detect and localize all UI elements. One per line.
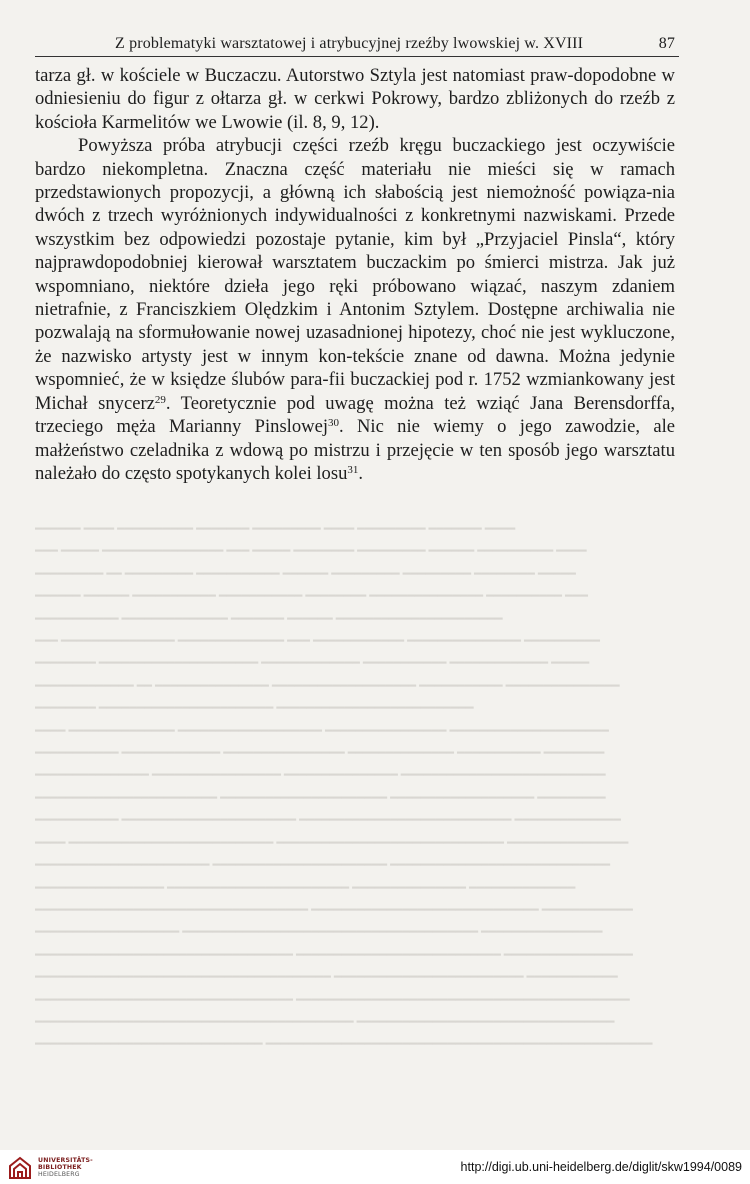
logo-line-3: HEIDELBERG	[38, 1170, 80, 1178]
permalink-url[interactable]: http://digi.ub.uni-heidelberg.de/diglit/skw1994/0089	[460, 1160, 742, 1174]
running-header	[35, 34, 679, 57]
paragraph-text: Powyższa próba atrybucji części rzeźb kręgu buczackiego jest oczywiście bardzo niekompletna. Znaczna część materiału nie mieści się w ramach przedstawionych propozycji, a główną ich słabością jest niemożność powiąza-nia dwóch z trzech wyróżnionych indywidualności z konkretnymi nazwiskami. Przede wszystkim bez odpowiedzi pozostaje pytanie, kim był „Przyjaciel Pinsla“, który najprawdopodobniej kierował warsztatem buczackim po śmierci mistrza. Jak już wspomniano, niektóre dzieła jego ręki próbowano wiązać, naszym zdaniem nietrafnie, z Franciszkiem Olędzkim i Antonim Sztylem. Dostępne archiwalia nie pozwalają na sformułowanie nowej uzasadnionej hipotezy, choć nie jest wykluczone, że nazwisko artysty jest w innym kon-tekście znane od dawna. Można jedynie wspomnieć, że w księdze ślubów para-fii buczackiej pod r. 1752 wzmiankowany jest Michał snycerz	[35, 135, 675, 414]
paragraph-text: .	[358, 462, 364, 484]
page-number: 87	[658, 35, 675, 52]
logo-line-2: BIBLIOTHEK	[38, 1163, 82, 1171]
footnote-marker[interactable]: 29	[154, 393, 166, 406]
paragraph-text: tarza gł. w kościele w Buczaczu. Autorstwo Sztyla jest natomiast praw-dopodobne w odniesieniu do figur z ołtarza gł. w cerkwi Pokrowy, bardzo zbliżonych do rzeźb z kościoła Karmelitów we Lwowie (il. 8, 9, 12).	[35, 65, 675, 133]
library-footer	[0, 1150, 750, 1184]
footnote-marker[interactable]: 30	[328, 417, 339, 430]
library-logo[interactable]	[8, 1156, 138, 1180]
paragraph-text: . Teoretycznie pod uwagę można też wziąć Jana Berensdorffa, trzeciego męża Marianny Pinslowej	[35, 392, 675, 438]
paragraph-text: . Nic nie wiemy o jego zawodzie, ale małżeństwo czeladnika z wdową po mistrzu i przejęcie w ten sposób jego warsztatu należało do często spotykanych kolei losu	[35, 416, 675, 484]
university-library-logo-icon	[8, 1156, 32, 1180]
bleed-through-footnotes: ━━━━━━ ━━━━ ━━━━━━━━━━ ━━━━━━━ ━━━━━━━━━ ━━━━ ━━━━━━━━━ ━━━━━━━ ━━━━ ━━━ ━━━━━ ━━━━━━━━━━━━━━━━ ━━━ ━━━━━ ━━━━━━━━ ━━━━━━━━━ ━━━━━━ ━━━━━━━━━━ ━━━━ ━━━━━━━━━ ━━ ━━━━━━━━━ ━━━━━━━━━━━ ━━━━━━ ━━━━━━━━━ ━━━━━━━━━ ━━━━━━━━ ━━━━━ ━━━━━━ ━━━━━━ ━━━━━━━━━━━ ━━━━━━━━━━━ ━━━━━━━━ ━━━━━━━━━━━━━━━ ━━━━━━━━━━ ━━━ ━━━━━━━━━━━ ━━━━━━━━━━━━━━ ━━━━━━━ ━━━━━━ ━━━━━━━━━━━━━━━━━━━━━━ ━━━ ━━━━━━━━━━━━━━━ ━━━━━━━━━━━━━━ ━━━ ━━━━━━━━━━━━ ━━━━━━━━━━━━━━━ ━━━━━━━━━━ ━━━━━━━━ ━━━━━━━━━━━━━━━━━━━━━ ━━━━━━━━━━━━━ ━━━━━━━━━━━ ━━━━━━━━━━━━━ ━━━━━ ━━━━━━━━━━━━━ ━━ ━━━━━━━━━━━━━━━ ━━━━━━━━━━━━━━━━━━━ ━━━━━━━━━━━ ━━━━━━━━━━━━━━━ ━━━━━━━━ ━━━━━━━━━━━━━━━━━━━━━━━ ━━━━━━━━━━━━━━━━━━━━━━━━━━ ━━━━ ━━━━━━━━━━━━━━ ━━━━━━━━━━━━━━━━━━━ ━━━━━━━━━━━━━━━━ ━━━━━━━━━━━━━━━━━━━━━ ━━━━━━━━━━━ ━━━━━━━━━━━━━ ━━━━━━━━━━━━━━━━ ━━━━━━━━━━━━━━ ━━━━━━━━━━━ ━━━━━━━━ ━━━━━━━━━━━━━━━ ━━━━━━━━━━━━━━━━━ ━━━━━━━━━━━━━━━ ━━━━━━━━━━━━━━━━━━━━━━━━━━━ ━━━━━━━━━━━━━━━━━━━━━━━━ ━━━━━━━━━━━━━━━━━━━━━━ ━━━━━━━━━━━━━━━━━━━ ━━━━━━━━━ ━━━━━━━━━━━ ━━━━━━━━━━━━━━━━━━━━━━━ ━━━━━━━━━━━━━━━━━━━━━━━━━━━━ ━━━━━━━━━━━━━━ ━━━━ ━━━━━━━━━━━━━━━━━━━━━━━━━━━ ━━━━━━━━━━━━━━━━━━━━━━━━━━━━━━ ━━━━━━━━━━━━━━━━ ━━━━━━━━━━━━━━━━━━━━━━━ ━━━━━━━━━━━━━━━━━━━━━━━ ━━━━━━━━━━━━━━━━━━━━━━━━━━━━━ ━━━━━━━━━━━━━━━━━ ━━━━━━━━━━━━━━━━━━━━━━━━ ━━━━━━━━━━━━━━━ ━━━━━━━━━━━━━━ ━━━━━━━━━━━━━━━━━━━━━━━━━━━━━━━━━━━━ ━━━━━━━━━━━━━━━━━━━━━━━━━━━━━━ ━━━━━━━━━━━━ ━━━━━━━━━━━━━━━━━━━ ━━━━━━━━━━━━━━━━━━━━━━━━━━━━━━━━━━━━━━━ ━━━━━━━━━━━━━━━━ ━━━━━━━━━━━━━━━━━━━━━━━━━━━━━━━━━━ ━━━━━━━━━━━━━━━━━━━━━━━━━━━ ━━━━━━━━━━━━━━━━━ ━━━━━━━━━━━━━━━━━━━━━━━━━━━━━━━━━━━━━━━ ━━━━━━━━━━━━━━━━━━━━━━━━━ ━━━━━━━━━━━━ ━━━━━━━━━━━━━━━━━━━━━━━━━━━━━━━━━━ ━━━━━━━━━━━━━━━━━━━━━━━━━━━━━━━━━━━━━━━━━━━━ ━━━━━━━━━━━━━━━━━━━━━━━━━━━━━━━━━━━━━━━━━━ ━━━━━━━━━━━━━━━━━━━━━━━━━━━━━━━━━━ ━━━━━━━━━━━━━━━━━━━━━━━━━━━━━━ ━━━━━━━━━━━━━━━━━━━━━━━━━━━━━━━━━━━━━━━━━━━━━━━━━━━	[35, 522, 653, 1052]
running-header-title: Z problematyki warsztatowej i atrybucyjnej rzeźby lwowskiej w. XVIII	[115, 35, 584, 52]
paragraph	[35, 134, 675, 485]
paragraph	[35, 64, 675, 134]
logo-line-1: UNIVERSITÄTS-	[38, 1157, 93, 1164]
body-text	[35, 64, 675, 485]
footnote-marker[interactable]: 31	[347, 463, 359, 476]
logo-text	[38, 1158, 93, 1178]
